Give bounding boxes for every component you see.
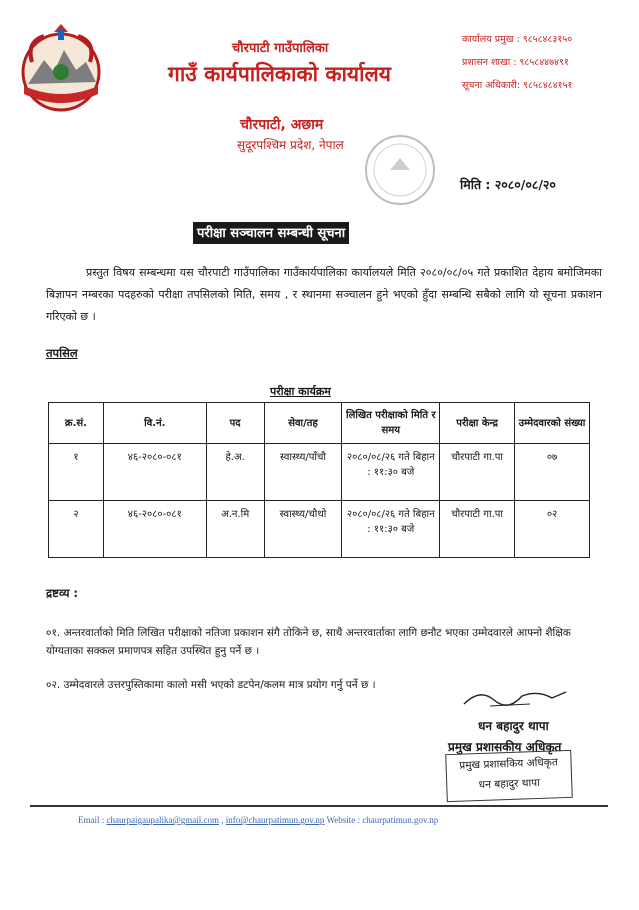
col-ad-number: वि.नं.: [103, 403, 206, 444]
notice-date: मिति : २०८०/०८/२०: [460, 177, 556, 192]
cell-serial: १: [49, 444, 104, 501]
notice-body: [46, 262, 602, 328]
contact-info-officer: सूचना अधिकारी: ९८५८४८४१५१: [462, 80, 573, 91]
cell-service-level: स्वास्थ्य/पाँचौ: [264, 444, 342, 501]
table-caption: परीक्षा कार्यक्रम: [270, 385, 331, 398]
contact-list: [462, 28, 573, 97]
email-link-1[interactable]: chaurpaigaupalika@gmail.com: [106, 815, 219, 825]
website-link[interactable]: chaurpatimun.gov.np: [362, 815, 439, 825]
col-exam-center: परीक्षा केन्द्र: [440, 403, 515, 444]
col-service-level: सेवा/तह: [264, 403, 342, 444]
municipality-name: चौरपाटी गाउँपालिका: [232, 41, 329, 56]
office-location: चौरपाटी, अछाम: [240, 117, 324, 133]
signatory-name: धन बहादुर थापा: [478, 719, 549, 733]
notice-title: परीक्षा सञ्चालन सम्बन्धी सूचना: [193, 222, 349, 244]
col-candidate-count: उम्मेदवारको संख्या: [515, 403, 590, 444]
contact-chief: कार्यालय प्रमुख : ९८५८४८३१५०: [462, 34, 573, 45]
signatory-title: प्रमुख प्रशासकीय अधिकृत: [448, 740, 562, 754]
seal-name: धन बहादुर थापा: [478, 776, 541, 792]
table-header-row: [49, 403, 590, 444]
table-row: [49, 501, 590, 558]
cell-ad-number: ४६-२०८०-०८१: [103, 501, 206, 558]
cell-post: अ.न.मि: [206, 501, 264, 558]
note-item-1: ०१. अन्तरवार्ताको मिति लिखित परीक्षाको नतिजा प्रकाशन संगै तोकिने छ, साथै अन्तरवार्ताका लागि छनौट भएका उम्मेदवारले आफ्नो शैक्षिक योग्यताका सक्कल प्रमाणपत्र सहित उपस्थित हुनु पर्ने छ ।: [46, 627, 571, 657]
notes-heading: द्रष्टव्य :: [46, 586, 79, 600]
website-label: Website :: [326, 815, 361, 825]
col-exam-datetime: लिखित परीक्षाको मिति र समय: [342, 403, 440, 444]
cell-candidate-count: ०७: [515, 444, 590, 501]
cell-post: हे.अ.: [206, 444, 264, 501]
notice-body-text: प्रस्तुत विषय सम्बन्धमा यस चौरपाटी गाउँपालिका गाउँकार्यपालिका कार्यालयले मिति २०८०/०८/०५ गते प्रकाशित देहाय बमोजिमका बिज्ञापन नम्बरका पदहरुको परीक्षा तपसिलको मिति, समय , र स्थानमा सञ्चालन हुने भएको हुँदा सम्बन्धि सबैको लागि यो सूचना प्रकाशन गरिएको छ ।: [46, 266, 602, 323]
footer: [78, 815, 438, 825]
cell-exam-datetime: २०८०/०८/२६ गते बिहान : ११:३० बजे: [342, 444, 440, 501]
designation-seal: [445, 750, 573, 802]
footer-divider: [30, 805, 608, 807]
seal-title: प्रमुख प्रशासकिय अधिकृत: [459, 756, 559, 772]
nepal-emblem-logo: [14, 22, 108, 114]
contact-admin: प्रशासन शाखा : ९८५८४४७४९१: [462, 57, 569, 68]
col-post: पद: [206, 403, 264, 444]
details-label: तपसिल: [46, 346, 78, 360]
col-serial: क्र.सं.: [49, 403, 104, 444]
footer-separator: ,: [221, 815, 224, 825]
email-label: Email :: [78, 815, 105, 825]
table-row: [49, 444, 590, 501]
cell-ad-number: ४६-२०८०-०८१: [103, 444, 206, 501]
exam-schedule-table: [48, 402, 590, 558]
cell-exam-center: चौरपाटी गा.पा: [440, 501, 515, 558]
cell-candidate-count: ०२: [515, 501, 590, 558]
office-stamp: [350, 128, 450, 218]
handwritten-signature: [460, 684, 570, 710]
cell-serial: २: [49, 501, 104, 558]
cell-exam-datetime: २०८०/०८/२६ गते बिहान : ११:३० बजे: [342, 501, 440, 558]
province-name: सुदूरपश्चिम प्रदेश, नेपाल: [237, 138, 344, 152]
email-link-2[interactable]: info@chaurpatimun.gov.np: [225, 815, 325, 825]
cell-exam-center: चौरपाटी गा.पा: [440, 444, 515, 501]
note-item-2: ०२. उम्मेदवारले उत्तरपुस्तिकामा कालो मसी भएको डटपेन/कलम मात्र प्रयोग गर्नु पर्ने छ ।: [46, 679, 376, 691]
office-title: गाउँ कार्यपालिकाको कार्यालय: [168, 62, 391, 86]
cell-service-level: स्वास्थ्य/चौथो: [264, 501, 342, 558]
